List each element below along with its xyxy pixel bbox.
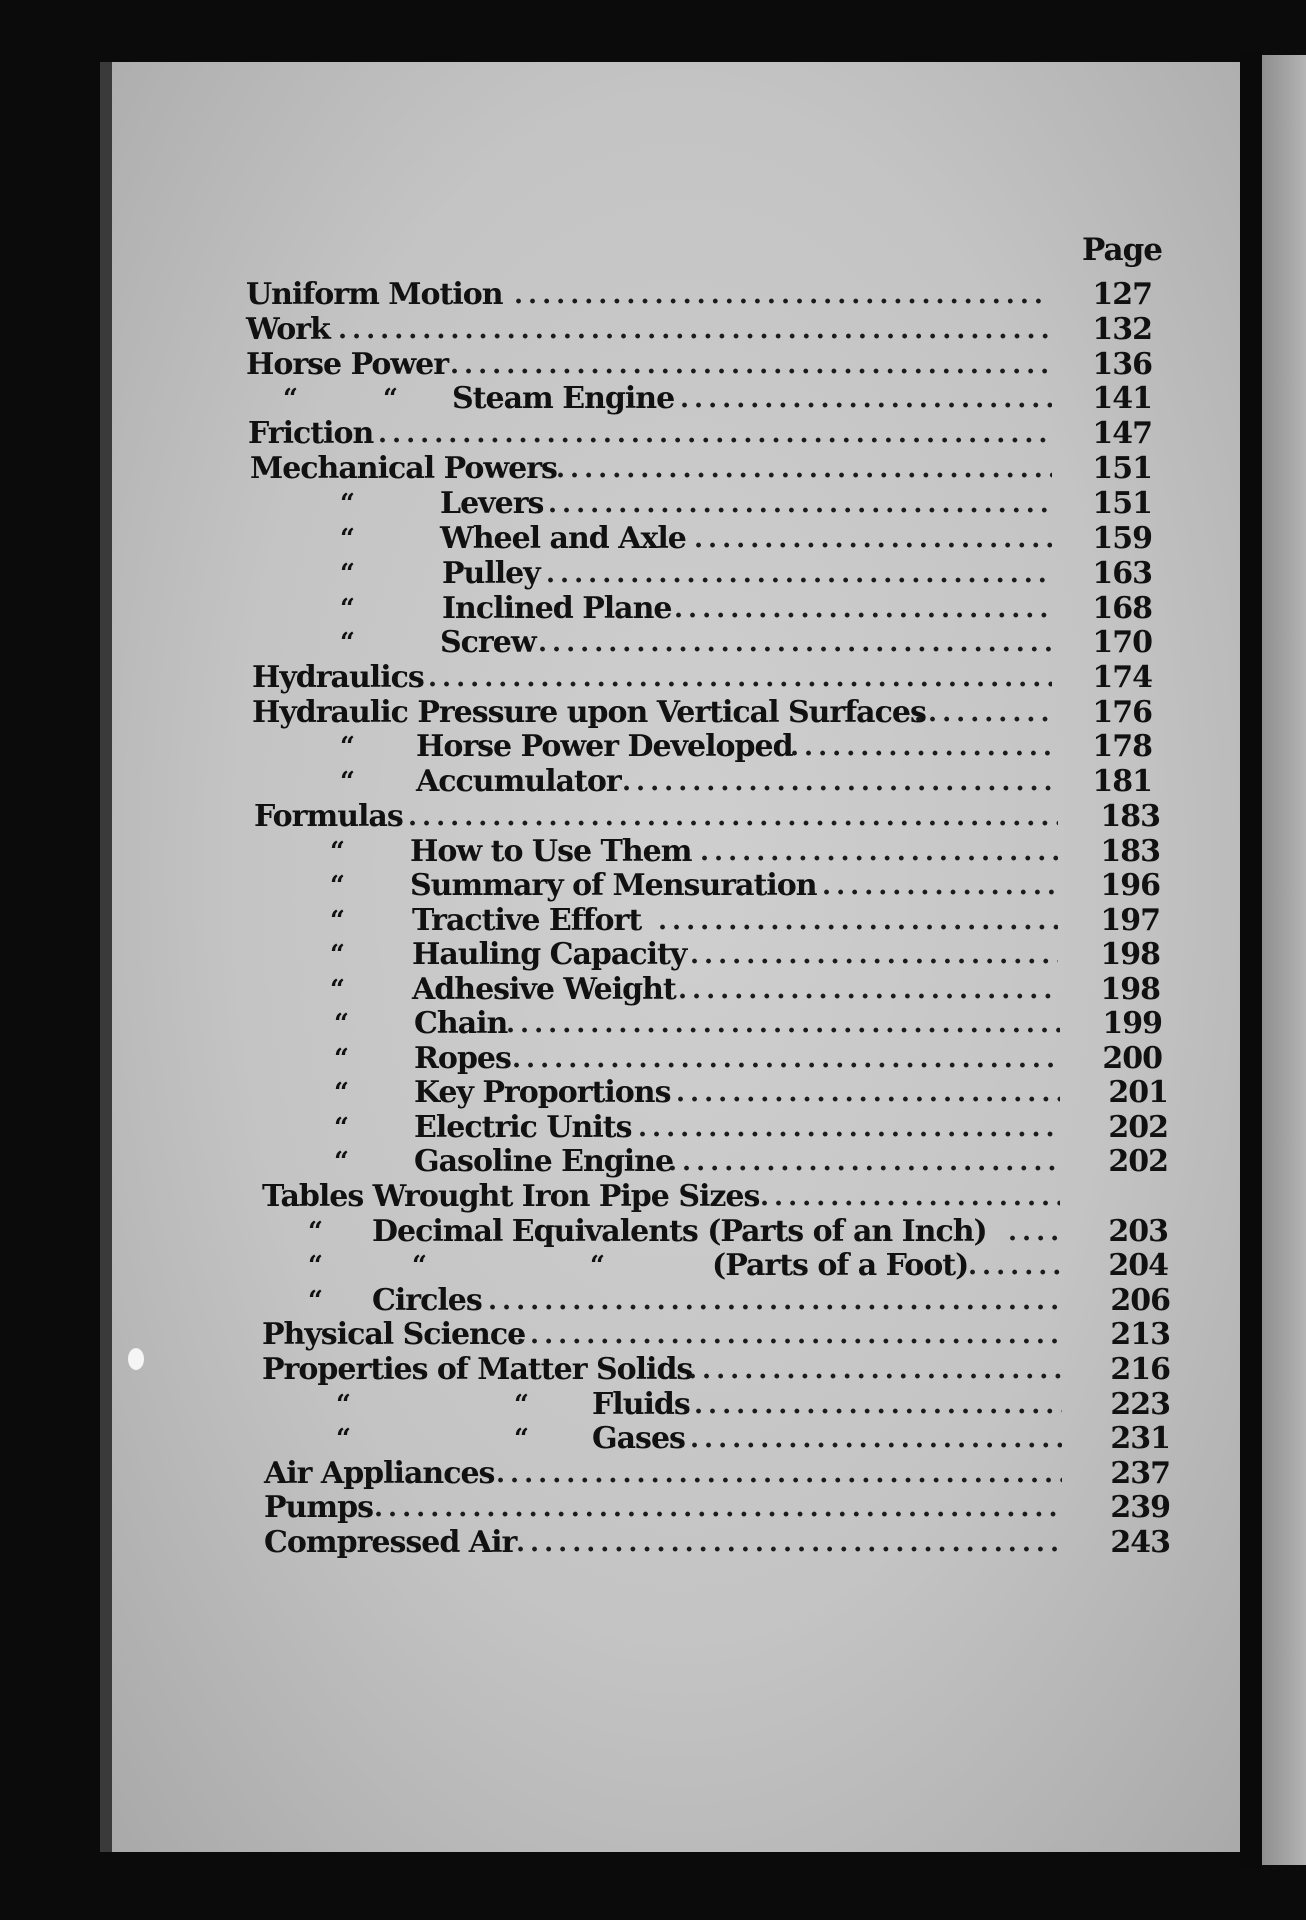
toc-page-number: 243 [1110, 1525, 1170, 1560]
toc-entry-title: Key Proportions [414, 1075, 671, 1110]
toc-entry-title: Gasoline Engine [414, 1144, 674, 1179]
toc-page-number: 174 [1092, 660, 1152, 695]
ditto-mark: “ [330, 975, 344, 1005]
toc-entry[interactable] [0, 452, 1306, 486]
toc-page-number: 199 [1102, 1006, 1162, 1041]
toc-entry-title: Pulley [442, 556, 540, 591]
dot-leader [808, 869, 1058, 903]
toc-entry[interactable] [0, 278, 1306, 312]
dot-leader [516, 1526, 1062, 1560]
ditto-mark: “ [340, 594, 354, 624]
ditto-mark: “ [340, 524, 354, 554]
dot-leader [516, 1318, 1062, 1352]
toc-entry[interactable] [0, 1526, 1306, 1560]
toc-page-number: 213 [1110, 1317, 1170, 1352]
toc-entry[interactable] [0, 1249, 1306, 1283]
toc-entry-title: Steam Engine [452, 381, 675, 416]
ditto-mark: “ [334, 1009, 348, 1039]
ditto-mark: “ [308, 1217, 322, 1247]
toc-entry[interactable] [0, 835, 1306, 869]
ditto-mark: “ [330, 837, 344, 867]
ditto-mark: “ [334, 1147, 348, 1177]
toc-entry-title: Levers [440, 486, 544, 521]
toc-entry-title: Mechanical Powers [250, 451, 557, 486]
toc-entry[interactable] [0, 1076, 1306, 1110]
toc-entry-title: Ropes [414, 1041, 511, 1076]
toc-entry[interactable] [0, 592, 1306, 626]
toc-entry[interactable] [0, 348, 1306, 382]
toc-entry[interactable] [0, 1007, 1306, 1041]
toc-page-number: 231 [1110, 1421, 1170, 1456]
toc-entry-title: Formulas [254, 799, 403, 834]
toc-entry[interactable] [0, 487, 1306, 521]
toc-page-number: 196 [1100, 868, 1160, 903]
toc-entry-title: Decimal Equivalents (Parts of an Inch) [372, 1214, 987, 1249]
toc-entry[interactable] [0, 1491, 1306, 1525]
toc-page-number: 239 [1110, 1490, 1170, 1525]
dot-leader [556, 452, 1052, 486]
toc-entry[interactable] [0, 696, 1306, 730]
toc-entry-title: How to Use Them [410, 834, 692, 869]
toc-entry[interactable] [0, 1284, 1306, 1318]
dot-leader [914, 696, 1052, 730]
toc-entry[interactable] [0, 1388, 1306, 1422]
dot-leader [690, 938, 1058, 972]
ditto-mark: “ [340, 628, 354, 658]
toc-entry[interactable] [0, 938, 1306, 972]
ditto-mark: “ [330, 871, 344, 901]
dot-leader [968, 1249, 1060, 1283]
dot-leader [790, 730, 1055, 764]
ditto-mark: “ [336, 1390, 350, 1420]
ditto-mark: “ [336, 1424, 350, 1454]
dot-leader [678, 973, 1058, 1007]
toc-entry-title: Wheel and Axle [440, 521, 686, 556]
toc-entry-title: Circles [372, 1283, 482, 1318]
toc-entry-title: Fluids [592, 1387, 690, 1422]
dot-leader [512, 1042, 1060, 1076]
dot-leader [1008, 1215, 1060, 1249]
ditto-mark: “ [590, 1251, 604, 1281]
ditto-mark: “ [340, 767, 354, 797]
toc-entry-title: Tables Wrought Iron Pipe Sizes [262, 1179, 760, 1214]
toc-entry[interactable] [0, 730, 1306, 764]
toc-entry[interactable] [0, 1215, 1306, 1249]
toc-entry-title: Screw [440, 625, 536, 660]
ditto-mark: “ [283, 384, 297, 414]
dot-leader [428, 661, 1052, 695]
toc-entry-title: Tractive Effort [412, 903, 642, 938]
toc-entry-title: Pumps [264, 1490, 373, 1525]
toc-entry-title: Hydraulics [252, 660, 424, 695]
toc-page-number: 127 [1092, 277, 1152, 312]
toc-page-number: 181 [1092, 764, 1152, 799]
toc-entry-title: Friction [248, 416, 374, 451]
dot-leader [538, 626, 1052, 660]
toc-entry[interactable] [0, 313, 1306, 347]
toc-entry-title: Summary of Mensuration [410, 868, 817, 903]
dot-leader [688, 1353, 1062, 1387]
toc-entry[interactable] [0, 1145, 1306, 1179]
toc-page-number: 151 [1092, 486, 1152, 521]
toc-entry-title: Inclined Plane [442, 591, 672, 626]
ditto-mark: “ [340, 732, 354, 762]
dot-leader [658, 904, 1058, 938]
page-column-header: Page [1082, 232, 1162, 268]
toc-entry-title: (Parts of a Foot) [712, 1248, 969, 1283]
toc-entry[interactable] [0, 765, 1306, 799]
ditto-mark: “ [330, 906, 344, 936]
toc-page-number: 203 [1108, 1214, 1168, 1249]
toc-page-number: 147 [1092, 416, 1152, 451]
toc-page-number: 200 [1102, 1041, 1162, 1076]
ditto-mark: “ [308, 1286, 322, 1316]
toc-entry-title: Properties of Matter Solids [262, 1352, 693, 1387]
toc-entry-title: Horse Power Developed [416, 729, 793, 764]
dot-leader [378, 417, 1052, 451]
toc-entry-title: Adhesive Weight [412, 972, 676, 1007]
toc-entry[interactable] [0, 1111, 1306, 1145]
toc-entry-title: Gases [592, 1421, 685, 1456]
ditto-mark: “ [412, 1251, 426, 1281]
toc-entry-title: Electric Units [414, 1110, 632, 1145]
toc-page-number: 198 [1100, 972, 1160, 1007]
toc-entry[interactable] [0, 1318, 1306, 1352]
ditto-mark: “ [334, 1113, 348, 1143]
toc-entry[interactable] [0, 1180, 1306, 1214]
dot-leader [622, 765, 1055, 799]
ditto-mark: “ [340, 559, 354, 589]
toc-page-number: 176 [1092, 695, 1152, 730]
toc-entry[interactable] [0, 382, 1306, 416]
toc-page-number: 202 [1108, 1144, 1168, 1179]
dot-leader [514, 278, 1048, 312]
toc-entry-title: Accumulator [416, 764, 621, 799]
ditto-mark: “ [340, 489, 354, 519]
ditto-mark: “ [330, 940, 344, 970]
toc-page-number: 197 [1100, 903, 1160, 938]
dot-leader [374, 1491, 1062, 1525]
dot-leader [546, 557, 1052, 591]
toc-entry[interactable] [0, 417, 1306, 451]
toc-page-number: 204 [1108, 1248, 1168, 1283]
toc-entry[interactable] [0, 800, 1306, 834]
toc-page-number: 163 [1092, 556, 1152, 591]
toc-page-number: 202 [1108, 1110, 1168, 1145]
toc-entry-title: Compressed Air [264, 1525, 517, 1560]
ditto-mark: “ [514, 1390, 528, 1420]
toc-entry-title: Uniform Motion [246, 277, 503, 312]
toc-entry[interactable] [0, 557, 1306, 591]
dot-leader [690, 1422, 1062, 1456]
toc-entry[interactable] [0, 904, 1306, 938]
toc-page-number: 206 [1110, 1283, 1170, 1318]
dot-leader [694, 1388, 1062, 1422]
dot-leader [680, 382, 1052, 416]
dot-leader [548, 487, 1052, 521]
toc-entry-title: Work [246, 312, 330, 347]
dot-leader [488, 1284, 1062, 1318]
toc-entry-title: Hydraulic Pressure upon Vertical Surfaces [252, 695, 926, 730]
toc-page-number: 159 [1092, 521, 1152, 556]
toc-page-number: 216 [1110, 1352, 1170, 1387]
toc-page-number: 132 [1092, 312, 1152, 347]
toc-entry-title: Horse Power [246, 347, 449, 382]
toc-page-number: 237 [1110, 1456, 1170, 1491]
toc-page-number: 201 [1108, 1075, 1168, 1110]
toc-entry-title: Physical Science [262, 1317, 526, 1352]
toc-entry[interactable] [0, 1457, 1306, 1491]
dot-leader [506, 1007, 1060, 1041]
toc-entry[interactable] [0, 661, 1306, 695]
dot-leader [694, 522, 1052, 556]
toc-page-number: 151 [1092, 451, 1152, 486]
dot-leader [668, 1145, 1060, 1179]
toc-entry[interactable] [0, 869, 1306, 903]
dot-leader [700, 835, 1058, 869]
toc-page-number: 168 [1092, 591, 1152, 626]
toc-entry[interactable] [0, 1422, 1306, 1456]
toc-entry[interactable] [0, 522, 1306, 556]
toc-entry-title: Hauling Capacity [412, 937, 687, 972]
ditto-mark: “ [514, 1424, 528, 1454]
dot-leader [760, 1180, 1060, 1214]
dot-leader [338, 313, 1048, 347]
dot-leader [674, 592, 1052, 626]
dot-leader [450, 348, 1048, 382]
toc-page-number: 170 [1092, 625, 1152, 660]
toc-entry[interactable] [0, 626, 1306, 660]
toc-entry-title: Chain [414, 1006, 508, 1041]
dot-leader [496, 1457, 1062, 1491]
toc-entry[interactable] [0, 1353, 1306, 1387]
toc-page-number: 183 [1100, 799, 1160, 834]
toc-entry[interactable] [0, 1042, 1306, 1076]
toc-page-number: 141 [1092, 381, 1152, 416]
toc-entry-title: Air Appliances [264, 1456, 495, 1491]
toc-entry[interactable] [0, 973, 1306, 1007]
ditto-mark: “ [334, 1078, 348, 1108]
toc-page-number: 223 [1110, 1387, 1170, 1422]
dot-leader [676, 1076, 1060, 1110]
ditto-mark: “ [308, 1251, 322, 1281]
ditto-mark: “ [334, 1044, 348, 1074]
dot-leader [638, 1111, 1060, 1145]
dot-leader [408, 800, 1058, 834]
toc-page-number: 183 [1100, 834, 1160, 869]
toc-page-number: 198 [1100, 937, 1160, 972]
ditto-mark: “ [383, 384, 397, 414]
toc-page-number: 178 [1092, 729, 1152, 764]
toc-page-number: 136 [1092, 347, 1152, 382]
